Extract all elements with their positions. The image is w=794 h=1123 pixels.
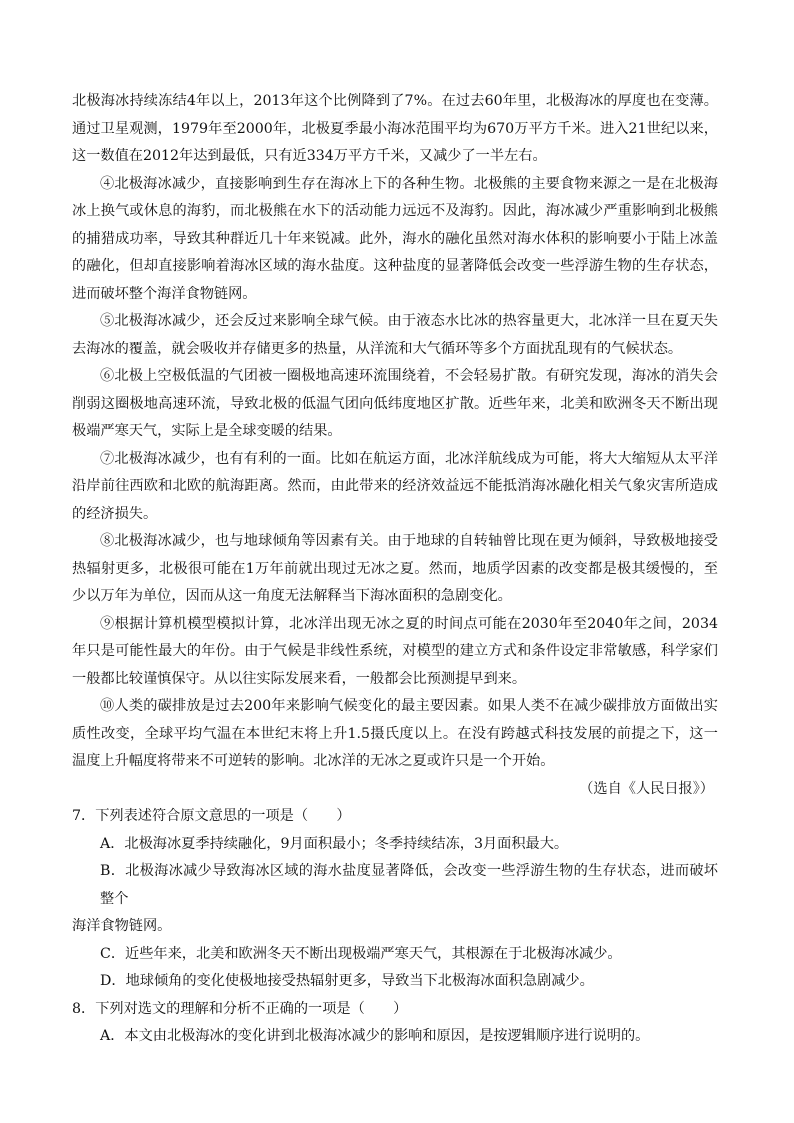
question-8-stem: 8．下列对选文的理解和分析不正确的一项是（ ） <box>72 1000 408 1017</box>
paragraph-9: ⑨根据计算机模型模拟计算，北冰洋出现无冰之夏的时间点可能在2030年至2040年之间，2034年只是可能性最大的年份。由于气候是非线性系统，对模型的建立方式和条件设定非常敏感，科学家们一般都比较谨慎保守。从以往实际发展来看，一般都会比预测提早到来。 <box>72 615 718 687</box>
question-7 <box>72 803 718 996</box>
question-7-option-b-continued: 海洋食物链网。 <box>72 918 172 934</box>
question-7-option-a: A．北极海冰夏季持续融化，9月面积最小；冬季持续结冻，3月面积最大。 <box>100 835 569 852</box>
paragraph-8: ⑧北极海冰减少，也与地球倾角等因素有关。由于地球的自转轴曾比现在更为倾斜，导致极地接受热辐射更多，北极很可能在1万年前就出现过无冰之夏。然而，地质学因素的改变都是极其缓慢的，至少以万年为单位，因而从这一角度无法解释当下海冰面积的急剧变化。 <box>72 533 718 604</box>
document-page <box>72 88 718 1051</box>
paragraph-continued: 北极海冰持续冻结4年以上，2013年这个比例降到了7%。在过去60年里，北极海冰的厚度也在变薄。通过卫星观测，1979年至2000年，北极夏季最小海冰范围平均为670万平方千米。进入21世纪以来，这一数值在2012年达到最低，只有近334万平方千米，又减少了一半左右。 <box>72 93 718 164</box>
paragraph-10: ⑩人类的碳排放是过去200年来影响气候变化的最主要因素。如果人类不在减少碳排放方面做出实质性改变，全球平均气温在本世纪末将上升1.5摄氏度以上。在没有跨越式科技发展的前提之下，这一温度上升幅度将带来不可逆转的影响。北冰洋的无冰之夏或许只是一个开始。 <box>72 698 718 769</box>
question-7-option-d: D．地球倾角的变化使极地接受热辐射更多，导致当下北极海冰面积急剧减少。 <box>100 973 594 989</box>
paragraph-7: ⑦北极海冰减少，也有有利的一面。比如在航运方面，北冰洋航线成为可能，将大大缩短从太平洋沿岸前往西欧和北欧的航海距离。然而，由此带来的经济效益远不能抵消海冰融化相关气象灾害所造成的经济损失。 <box>72 450 718 522</box>
article-source: （选自《人民日报》） <box>579 780 714 797</box>
paragraph-6: ⑥北极上空极低温的气团被一圈极地高速环流围绕着，不会轻易扩散。有研究发现，海冰的消失会削弱这圈极地高速环流，导致北极的低温气团向低纬度地区扩散。近些年来，北美和欧洲冬天不断出现极端严寒天气，实际上是全球变暖的结果。 <box>72 368 718 439</box>
paragraph-4: ④北极海冰减少，直接影响到生存在海冰上下的各种生物。北极熊的主要食物来源之一是在北极海冰上换气或休息的海豹，而北极熊在水下的活动能力远远不及海豹。因此，海冰减少严重影响到北极熊的捕猎成功率，导致其种群近几十年来锐减。此外，海水的融化虽然对海水体积的影响要小于陆上冰盖的融化，但却直接影响着海冰区域的海水盐度。这种盐度的显著降低会改变一些浮游生物的生存状态，进而破坏整个海洋食物链网。 <box>72 175 718 302</box>
paragraph-5: ⑤北极海冰减少，还会反过来影响全球气候。由于液态水比冰的热容量更大，北冰洋一旦在夏天失去海冰的覆盖，就会吸收并存储更多的热量，从洋流和大气循环等多个方面扰乱现有的气候状态。 <box>72 313 718 357</box>
question-8-option-a: A．本文由北极海冰的变化讲到北极海冰减少的影响和原因，是按逻辑顺序进行说明的。 <box>100 1028 650 1044</box>
question-7-stem: 7．下列表述符合原文意思的一项是（ ） <box>72 808 351 824</box>
question-7-option-b: B．北极海冰减少导致海冰区域的海水盐度显著降低，会改变一些浮游生物的生存状态，进而破坏整个 <box>100 863 718 907</box>
question-7-option-c: C．近些年来，北美和欧洲冬天不断出现极端严寒天气，其根源在于北极海冰减少。 <box>100 945 622 962</box>
question-8 <box>72 996 718 1051</box>
